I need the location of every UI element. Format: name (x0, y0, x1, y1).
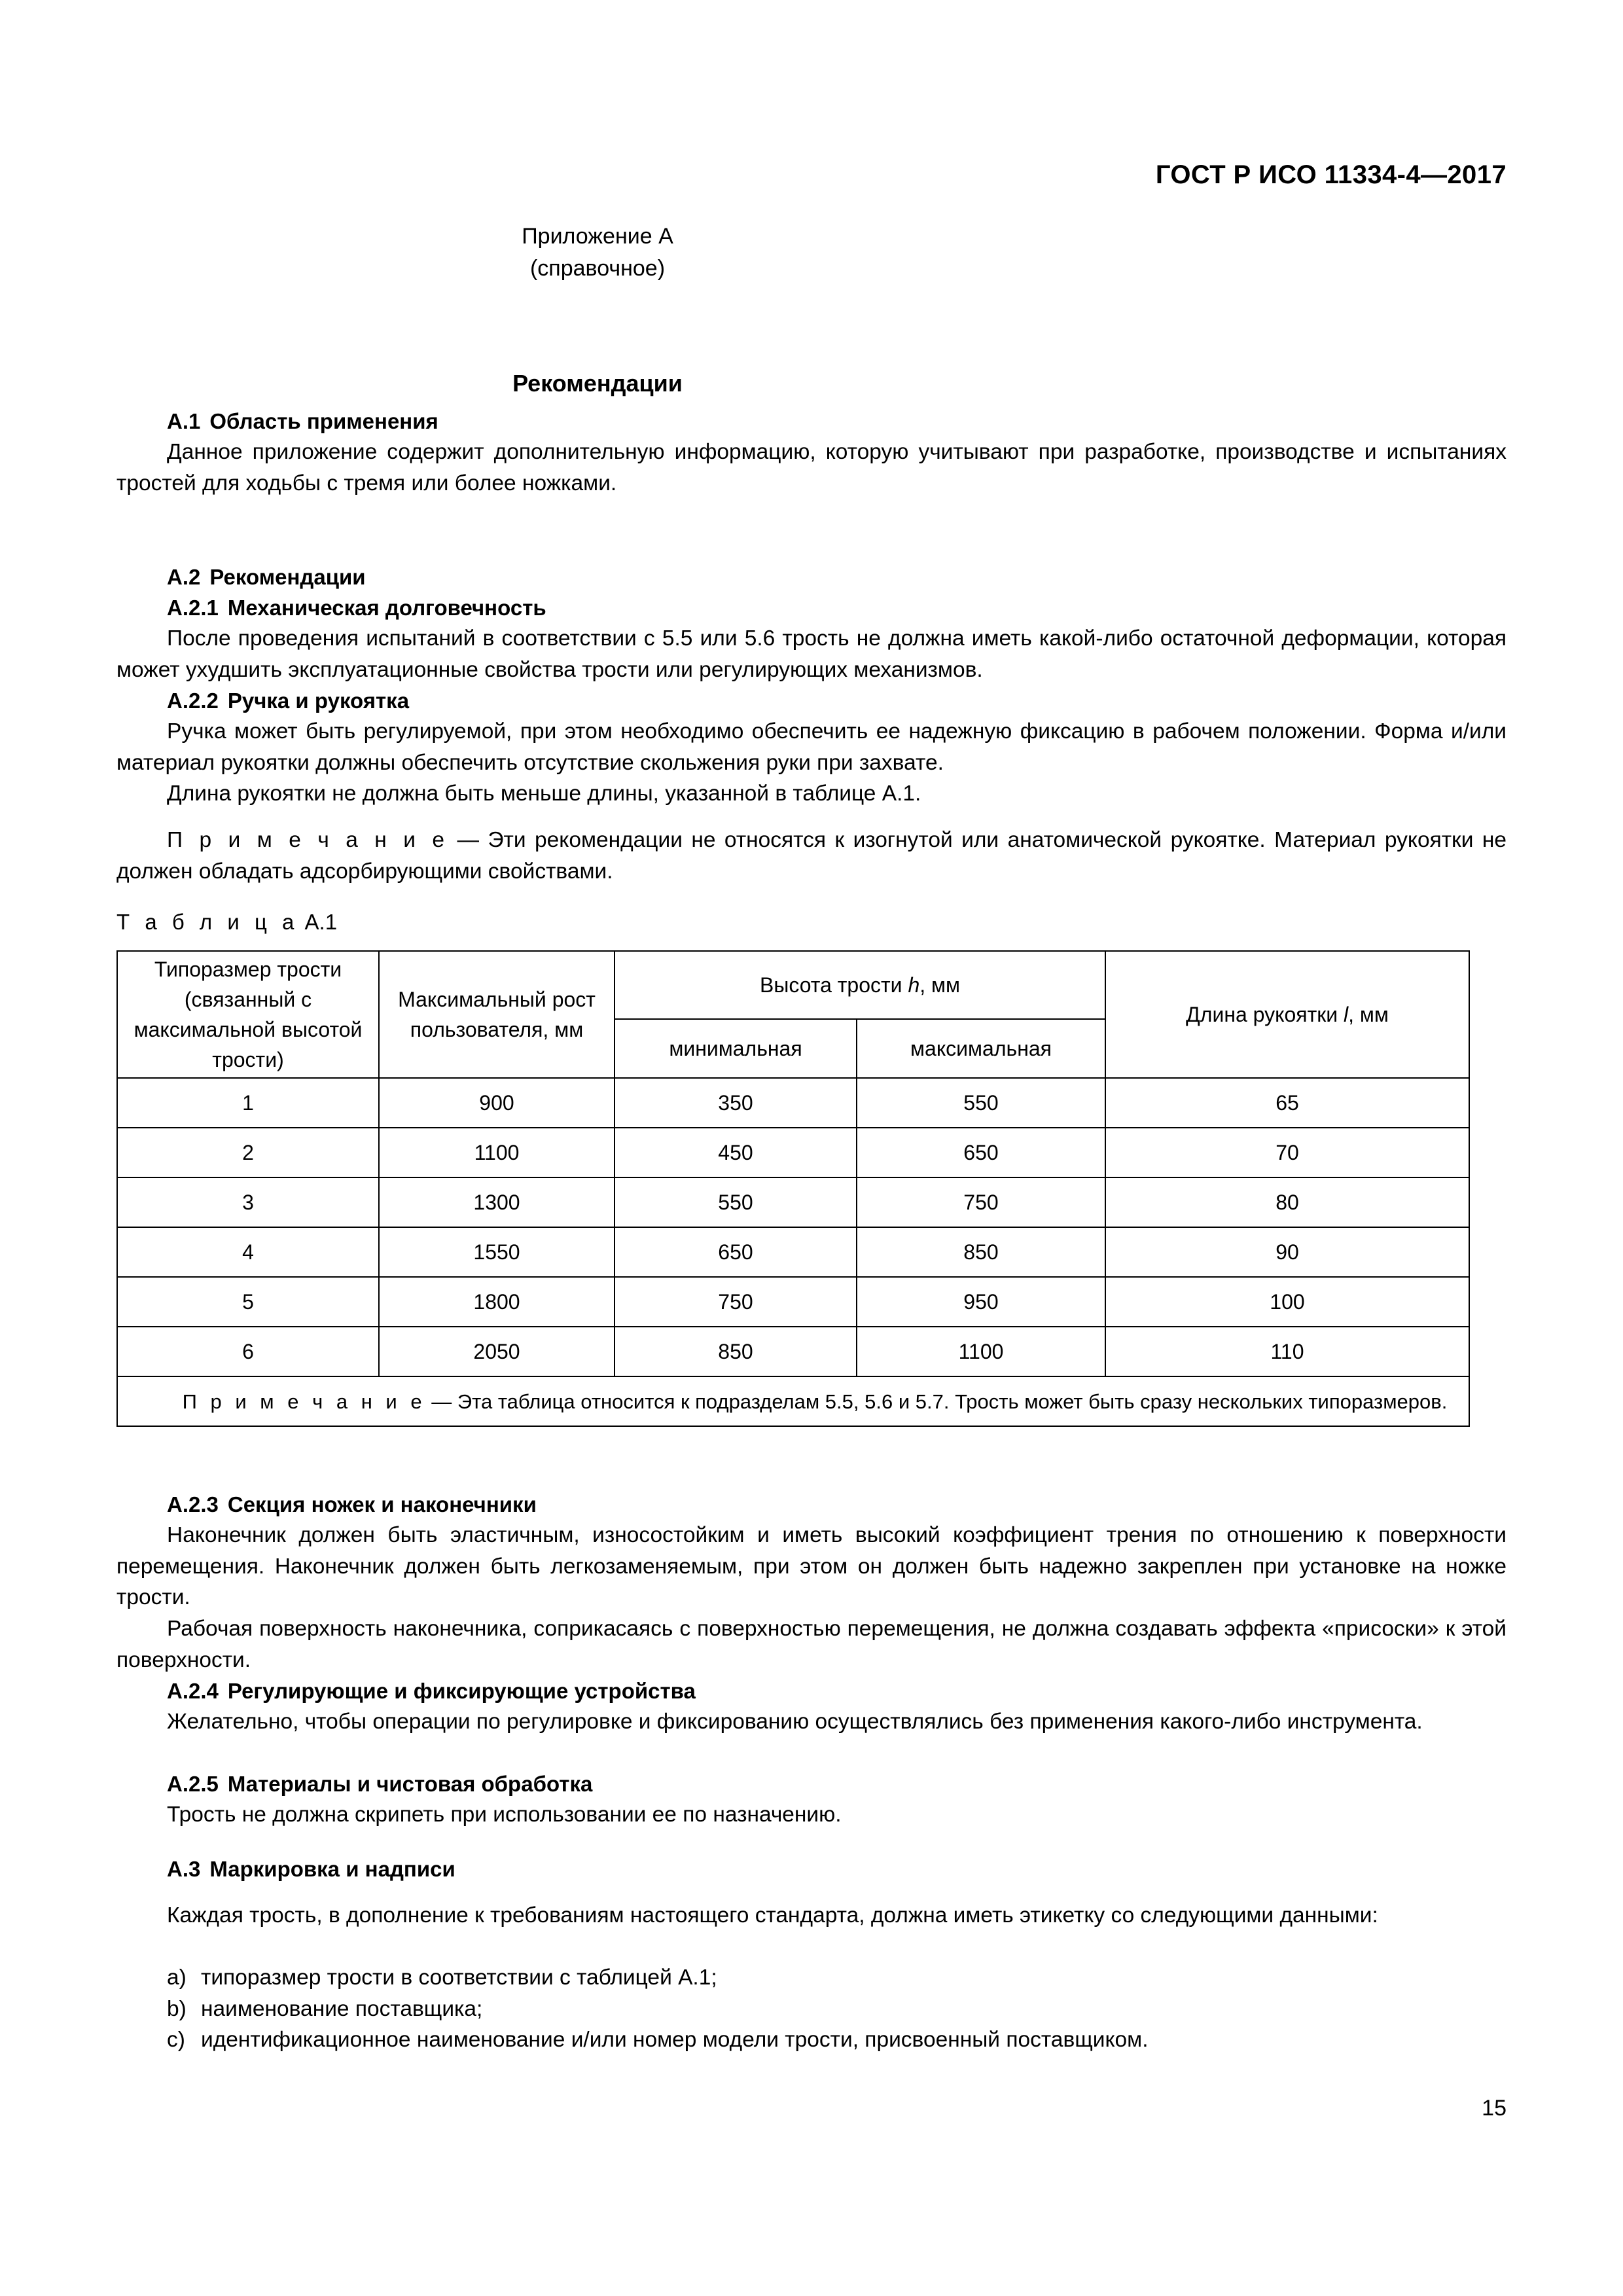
paragraph-a3: Каждая трость, в дополнение к требованиям настоящего стандарта, должна иметь этикетку со следующими данными: (167, 1903, 1378, 1928)
th-handle-length-post: , мм (1348, 1003, 1389, 1026)
cell-h-max: 950 (857, 1277, 1105, 1327)
table-body (117, 1078, 1469, 1426)
table-footnote (117, 1376, 1469, 1426)
cell-handle-len: 110 (1105, 1327, 1469, 1376)
th-handle-length (1105, 951, 1469, 1078)
table-footnote-text: — Эта таблица относится к подразделам 5.5, 5.6 и 5.7. Трость может быть сразу нескольких типоразмеров. (425, 1390, 1448, 1413)
table-row (117, 1227, 1469, 1277)
table-caption-label: Т а б л и ц а (116, 910, 299, 934)
marking-data-list (116, 1962, 1469, 2056)
heading-a21-number: А.2.1 (167, 596, 219, 620)
table-row (117, 1327, 1469, 1376)
th-cane-height-symbol: h (908, 973, 920, 997)
cell-max-user-height: 1800 (379, 1277, 615, 1327)
page-title: Рекомендации (512, 370, 683, 397)
cell-h-max: 650 (857, 1128, 1105, 1177)
heading-a23-title: Секция ножек и наконечники (227, 1492, 537, 1516)
heading-a24-number: А.2.4 (167, 1679, 219, 1703)
heading-a3-number: А.3 (167, 1857, 201, 1881)
cell-size: 3 (117, 1177, 379, 1227)
cell-h-min: 450 (615, 1128, 857, 1177)
cell-h-max: 850 (857, 1227, 1105, 1277)
th-max-user-height (379, 951, 615, 1078)
cell-max-user-height: 900 (379, 1078, 615, 1128)
cell-size: 1 (117, 1078, 379, 1128)
th-cane-size-l3: максимальной высотой (134, 1018, 363, 1041)
table-row (117, 1177, 1469, 1227)
paragraph-a24: Желательно, чтобы операции по регулировке и фиксированию осуществлялись без применения какого-либо инструмента. (167, 1710, 1423, 1734)
heading-a22-number: А.2.2 (167, 689, 219, 713)
heading-a25 (116, 1768, 1507, 1799)
list-item-label: наименование поставщика; (201, 1996, 483, 2021)
list-item-marker: a) (167, 1965, 187, 1990)
heading-a22-title: Ручка и рукоятка (227, 689, 410, 713)
cell-h-min: 350 (615, 1078, 857, 1128)
cell-max-user-height: 2050 (379, 1327, 615, 1376)
table-row (117, 1128, 1469, 1177)
annex-subtitle: (справочное) (529, 256, 666, 281)
heading-a24-title: Регулирующие и фиксирующие устройства (227, 1679, 696, 1703)
paragraph-a22-1: Ручка может быть регулируемой, при этом необходимо обеспечить ее надежную фиксацию в рабочем положении. Форма и/или материал рукоятки должны обеспечить отсутствие скольжения руки при захвате. (116, 719, 1507, 775)
page-content (116, 0, 1507, 2296)
table-row (117, 1277, 1469, 1327)
cell-h-max: 1100 (857, 1327, 1105, 1376)
heading-a21-title: Механическая долговечность (227, 596, 546, 620)
cell-size: 5 (117, 1277, 379, 1327)
cell-max-user-height: 1300 (379, 1177, 615, 1227)
th-cane-size-l2: (связанный с (184, 988, 312, 1011)
heading-a23 (116, 1489, 1507, 1520)
heading-a3-title: Маркировка и надписи (209, 1857, 455, 1881)
heading-a25-title: Материалы и чистовая обработка (227, 1772, 593, 1796)
heading-a25-number: А.2.5 (167, 1772, 219, 1796)
th-cane-size-l1: Типоразмер трости (154, 958, 342, 981)
cell-h-max: 550 (857, 1078, 1105, 1128)
heading-a24 (116, 1676, 1507, 1706)
cell-handle-len: 100 (1105, 1277, 1469, 1327)
list-item-marker: b) (167, 1996, 187, 2021)
note-text: — Эти рекомендации не относятся к изогнутой или анатомической рукоятке. Материал рукоятки не должен обладать адсорбирующими свойствами. (116, 828, 1507, 884)
heading-a23-number: А.2.3 (167, 1492, 219, 1516)
cell-h-max: 750 (857, 1177, 1105, 1227)
list-item-marker: c) (167, 2028, 185, 2052)
cell-handle-len: 70 (1105, 1128, 1469, 1177)
heading-a21 (116, 592, 1507, 623)
table-row (117, 1078, 1469, 1128)
note-a22 (116, 825, 1507, 887)
th-height-min: минимальная (615, 1019, 857, 1078)
heading-a2-title: Рекомендации (209, 565, 366, 589)
heading-a2 (116, 562, 1507, 592)
paragraph-a1: Данное приложение содержит дополнительную информацию, которую учитывают при разработке, производстве и испытаниях тростей для ходьбы с тремя или более ножками. (116, 440, 1507, 495)
cell-handle-len: 80 (1105, 1177, 1469, 1227)
th-cane-size (117, 951, 379, 1078)
paragraph-a21: После проведения испытаний в соответствии с 5.5 или 5.6 трость не должна иметь какой-либо остаточной деформации, которая может ухудшить эксплуатационные свойства трости или регулирующих механизмов. (116, 626, 1507, 682)
th-cane-height-group (615, 951, 1105, 1019)
th-cane-height-pre: Высота трости (759, 973, 908, 997)
heading-a2-number: А.2 (167, 565, 201, 589)
list-item-label: идентификационное наименование и/или номер модели трости, присвоенный поставщиком. (201, 2028, 1149, 2052)
table-caption-number: А.1 (304, 910, 338, 934)
note-label: П р и м е ч а н и е (167, 828, 449, 852)
page-number: 15 (1482, 2096, 1507, 2121)
paragraph-a22-2: Длина рукоятки не должна быть меньше длины, указанной в таблице А.1. (167, 781, 921, 806)
th-max-user-height-l2: пользователя, мм (410, 1018, 584, 1041)
cell-h-min: 650 (615, 1227, 857, 1277)
th-cane-height-post: , мм (919, 973, 961, 997)
list-item (116, 1962, 1469, 1994)
heading-a1-number: А.1 (167, 409, 201, 433)
cell-size: 4 (117, 1227, 379, 1277)
th-handle-length-pre: Длина рукоятки (1186, 1003, 1344, 1026)
list-item-label: типоразмер трости в соответствии с таблицей А.1; (201, 1965, 717, 1990)
th-cane-size-l4: трости) (212, 1048, 284, 1071)
th-handle-length-symbol: l (1344, 1003, 1349, 1026)
cell-size: 6 (117, 1327, 379, 1376)
cell-size: 2 (117, 1128, 379, 1177)
heading-a1 (116, 406, 1507, 437)
table-footnote-label: П р и м е ч а н и е (182, 1390, 426, 1413)
table-a1 (116, 950, 1469, 1427)
th-height-max: максимальная (857, 1019, 1105, 1078)
heading-a3 (116, 1854, 1507, 1884)
paragraph-a25: Трость не должна скрипеть при использовании ее по назначению. (167, 1803, 842, 1827)
document-header-standard-id: ГОСТ Р ИСО 11334-4—2017 (1155, 160, 1507, 189)
paragraph-a23-1: Наконечник должен быть эластичным, износостойким и иметь высокий коэффициент трения по отношению к поверхности перемещения. Наконечник должен быть легкозаменяемым, при этом он должен быть надежно закреплен при установке на ножке трости. (116, 1523, 1507, 1609)
cell-h-min: 550 (615, 1177, 857, 1227)
cell-max-user-height: 1100 (379, 1128, 615, 1177)
list-item (116, 2024, 1469, 2056)
cell-h-min: 750 (615, 1277, 857, 1327)
table-footnote-row (117, 1376, 1469, 1426)
annex-heading (116, 221, 1079, 285)
cell-handle-len: 90 (1105, 1227, 1469, 1277)
heading-a1-title: Область применения (209, 409, 438, 433)
cell-h-min: 850 (615, 1327, 857, 1376)
list-item (116, 1994, 1469, 2025)
cell-handle-len: 65 (1105, 1078, 1469, 1128)
table-caption (116, 910, 337, 935)
th-max-user-height-l1: Максимальный рост (398, 988, 596, 1011)
cell-max-user-height: 1550 (379, 1227, 615, 1277)
heading-a22 (116, 685, 1507, 716)
paragraph-a23-2: Рабочая поверхность наконечника, соприкасаясь с поверхностью перемещения, не должна создавать эффекта «присоски» к этой поверхности. (116, 1617, 1507, 1672)
annex-title: Приложение А (522, 224, 673, 249)
